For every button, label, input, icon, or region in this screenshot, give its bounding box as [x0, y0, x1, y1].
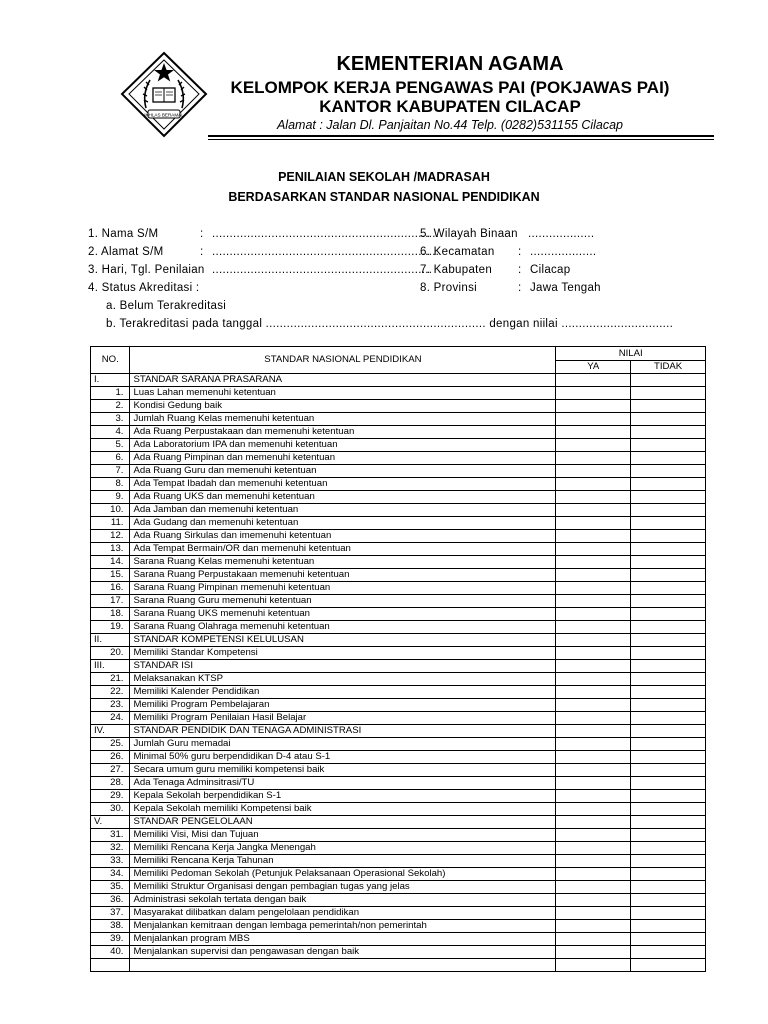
section-title: STANDAR ISI	[130, 660, 556, 673]
checkbox-tidak[interactable]	[631, 439, 706, 452]
section-row	[91, 660, 706, 673]
row-number: 21.	[91, 673, 130, 686]
table-row	[91, 400, 706, 413]
field-label-kecamatan: 6. Kecamatan	[420, 246, 495, 258]
table-row	[91, 387, 706, 400]
row-number: 32.	[91, 842, 130, 855]
header-tidak: TIDAK	[631, 361, 706, 374]
checkbox-ya[interactable]	[556, 777, 631, 790]
criterion-text: Ada Ruang Perpustakaan dan memenuhi ketentuan	[130, 426, 556, 439]
field-sep: :	[518, 246, 522, 258]
row-number: III.	[91, 660, 130, 673]
checkbox-ya[interactable]	[556, 738, 631, 751]
checkbox-tidak[interactable]	[631, 920, 706, 933]
checkbox-tidak[interactable]	[631, 959, 706, 972]
document-title: PENILAIAN SEKOLAH /MADRASAH	[278, 170, 490, 184]
criterion-text: Jumlah Ruang Kelas memenuhi ketentuan	[130, 413, 556, 426]
checkbox-tidak[interactable]	[631, 907, 706, 920]
checkbox-ya[interactable]	[556, 933, 631, 946]
checkbox-ya[interactable]	[556, 829, 631, 842]
checkbox-ya[interactable]	[556, 855, 631, 868]
checkbox-ya[interactable]	[556, 647, 631, 660]
checkbox-ya[interactable]	[556, 517, 631, 530]
row-number: II.	[91, 634, 130, 647]
table-row	[91, 439, 706, 452]
field-value-alamat[interactable]: .................................................................	[212, 246, 440, 258]
office-title: KANTOR KABUPATEN CILACAP	[319, 97, 581, 116]
criterion-text: Sarana Ruang Perpustakaan memenuhi ketentuan	[130, 569, 556, 582]
section-title: STANDAR SARANA PRASARANA	[130, 374, 556, 387]
checkbox-tidak[interactable]	[631, 569, 706, 582]
row-number: 3.	[91, 413, 130, 426]
table-row	[91, 842, 706, 855]
checkbox-ya[interactable]	[556, 582, 631, 595]
checkbox-ya[interactable]	[556, 595, 631, 608]
criterion-text: Ada Ruang Pimpinan dan memenuhi ketentuan	[130, 452, 556, 465]
checkbox-ya[interactable]	[556, 686, 631, 699]
table-row	[91, 530, 706, 543]
row-number: 19.	[91, 621, 130, 634]
checkbox-tidak[interactable]	[631, 946, 706, 959]
field-label-kabupaten: 7. Kabupaten	[420, 264, 493, 276]
checkbox-ya[interactable]	[556, 959, 631, 972]
table-row	[91, 868, 706, 881]
table-row	[91, 673, 706, 686]
header-no: NO.	[91, 347, 130, 374]
field-label-alamat: 2. Alamat S/M	[88, 246, 164, 258]
table-row	[91, 699, 706, 712]
row-number: 31.	[91, 829, 130, 842]
checkbox-ya[interactable]	[556, 907, 631, 920]
table-row	[91, 751, 706, 764]
status-option-belum[interactable]: a. Belum Terakreditasi	[106, 300, 227, 312]
row-number: 9.	[91, 491, 130, 504]
field-label-tanggal: 3. Hari, Tgl. Penilaian	[88, 264, 205, 276]
table-body	[91, 374, 706, 972]
criterion-text: Memiliki Program Pembelajaran	[130, 699, 556, 712]
checkbox-ya[interactable]	[556, 400, 631, 413]
table-row	[91, 569, 706, 582]
row-number: 40.	[91, 946, 130, 959]
field-value-tanggal[interactable]: ...............................................................	[212, 264, 433, 276]
section-row	[91, 634, 706, 647]
table-row	[91, 946, 706, 959]
checkbox-ya[interactable]	[556, 725, 631, 738]
criterion-text: Sarana Ruang Olahraga memenuhi ketentuan	[130, 621, 556, 634]
checkbox-tidak[interactable]	[631, 777, 706, 790]
checkbox-tidak[interactable]	[631, 725, 706, 738]
checkbox-ya[interactable]	[556, 608, 631, 621]
criterion-text: Ada Ruang Guru dan memenuhi ketentuan	[130, 465, 556, 478]
table-row	[91, 881, 706, 894]
checkbox-tidak[interactable]	[631, 478, 706, 491]
checkbox-ya[interactable]	[556, 530, 631, 543]
checkbox-tidak[interactable]	[631, 543, 706, 556]
checkbox-ya[interactable]	[556, 634, 631, 647]
checkbox-ya[interactable]	[556, 374, 631, 387]
ministry-title: KEMENTERIAN AGAMA	[336, 53, 564, 75]
table-row	[91, 491, 706, 504]
row-number: 13.	[91, 543, 130, 556]
field-label-wilayah: 5. Wilayah Binaan	[420, 228, 518, 240]
field-sep: :	[518, 282, 522, 294]
checkbox-ya[interactable]	[556, 881, 631, 894]
checkbox-tidak[interactable]	[631, 465, 706, 478]
document-subtitle: BERDASARKAN STANDAR NASIONAL PENDIDIKAN	[228, 190, 540, 204]
checkbox-tidak[interactable]	[631, 933, 706, 946]
svg-text:IKHLAS BERAMAL: IKHLAS BERAMAL	[144, 112, 184, 118]
checkbox-tidak[interactable]	[631, 712, 706, 725]
checkbox-ya[interactable]	[556, 439, 631, 452]
field-value-provinsi: Jawa Tengah	[530, 282, 601, 294]
checkbox-ya[interactable]	[556, 751, 631, 764]
checkbox-tidak[interactable]	[631, 582, 706, 595]
table-row	[91, 907, 706, 920]
criterion-text: Sarana Ruang UKS memenuhi ketentuan	[130, 608, 556, 621]
criterion-text: Masyarakat dilibatkan dalam pengelolaan pendidikan	[130, 907, 556, 920]
criterion-text: Ada Laboratorium IPA dan memenuhi ketentuan	[130, 439, 556, 452]
checkbox-ya[interactable]	[556, 842, 631, 855]
criterion-text: Secara umum guru memiliki kompetensi baik	[130, 764, 556, 777]
row-number: 34.	[91, 868, 130, 881]
row-number: 16.	[91, 582, 130, 595]
field-sep: :	[200, 228, 204, 240]
section-title: STANDAR PENDIDIK DAN TENAGA ADMINISTRASI	[130, 725, 556, 738]
header-ya: YA	[556, 361, 631, 374]
field-sep: :	[200, 246, 204, 258]
checkbox-tidak[interactable]	[631, 621, 706, 634]
checkbox-tidak[interactable]	[631, 881, 706, 894]
criterion-text: Memiliki Kalender Pendidikan	[130, 686, 556, 699]
checkbox-tidak[interactable]	[631, 647, 706, 660]
checkbox-tidak[interactable]	[631, 855, 706, 868]
criterion-text: Ada Tempat Ibadah dan memenuhi ketentuan	[130, 478, 556, 491]
checkbox-ya[interactable]	[556, 660, 631, 673]
checkbox-tidak[interactable]	[631, 556, 706, 569]
table-row	[91, 465, 706, 478]
checkbox-tidak[interactable]	[631, 608, 706, 621]
checkbox-ya[interactable]	[556, 894, 631, 907]
criterion-text: Ada Tenaga Adminsitrasi/TU	[130, 777, 556, 790]
row-number: 25.	[91, 738, 130, 751]
checkbox-ya[interactable]	[556, 764, 631, 777]
row-number: 1.	[91, 387, 130, 400]
checkbox-ya[interactable]	[556, 816, 631, 829]
row-number: V.	[91, 816, 130, 829]
header-rule	[208, 135, 714, 137]
table-row	[91, 920, 706, 933]
row-number: 22.	[91, 686, 130, 699]
checkbox-ya[interactable]	[556, 803, 631, 816]
row-number: 14.	[91, 556, 130, 569]
row-number: 38.	[91, 920, 130, 933]
section-title: STANDAR KOMPETENSI KELULUSAN	[130, 634, 556, 647]
row-number: 36.	[91, 894, 130, 907]
row-number: I.	[91, 374, 130, 387]
table-row	[91, 478, 706, 491]
table-row	[91, 582, 706, 595]
status-option-terakreditasi[interactable]: b. Terakreditasi pada tanggal ............................................................... dengan niilai ................................	[106, 318, 674, 330]
table-row	[91, 790, 706, 803]
criterion-text: Luas Lahan memenuhi ketentuan	[130, 387, 556, 400]
checkbox-ya[interactable]	[556, 387, 631, 400]
criterion-text: Sarana Ruang Guru memenuhi ketentuan	[130, 595, 556, 608]
checkbox-tidak[interactable]	[631, 673, 706, 686]
checkbox-tidak[interactable]	[631, 686, 706, 699]
table-row	[91, 608, 706, 621]
checkbox-ya[interactable]	[556, 426, 631, 439]
checkbox-ya[interactable]	[556, 673, 631, 686]
criterion-text: Jumlah Guru memadai	[130, 738, 556, 751]
row-number: 28.	[91, 777, 130, 790]
checkbox-tidak[interactable]	[631, 491, 706, 504]
table-row	[91, 686, 706, 699]
row-number: 29.	[91, 790, 130, 803]
field-label-nama: 1. Nama S/M	[88, 228, 159, 240]
field-value-kabupaten: Cilacap	[530, 264, 571, 276]
address-line: Alamat : Jalan Dl. Panjaitan No.44 Telp. (0282)531155 Cilacap	[276, 118, 624, 132]
assessment-table	[90, 346, 706, 972]
checkbox-tidak[interactable]	[631, 634, 706, 647]
row-number: 15.	[91, 569, 130, 582]
criterion-text: Administrasi sekolah tertata dengan baik	[130, 894, 556, 907]
checkbox-ya[interactable]	[556, 699, 631, 712]
header-nilai: NILAI	[556, 347, 706, 361]
checkbox-tidak[interactable]	[631, 595, 706, 608]
checkbox-ya[interactable]	[556, 712, 631, 725]
row-number: 18.	[91, 608, 130, 621]
criterion-text: Ada Ruang Sirkulas dan imemenuhi ketentuan	[130, 530, 556, 543]
table-row	[91, 595, 706, 608]
checkbox-ya[interactable]	[556, 556, 631, 569]
checkbox-tidak[interactable]	[631, 374, 706, 387]
row-number: 11.	[91, 517, 130, 530]
checkbox-tidak[interactable]	[631, 816, 706, 829]
checkbox-ya[interactable]	[556, 478, 631, 491]
section-title: STANDAR PENGELOLAAN	[130, 816, 556, 829]
checkbox-tidak[interactable]	[631, 803, 706, 816]
table-row	[91, 413, 706, 426]
table-row	[91, 621, 706, 634]
row-number: 26.	[91, 751, 130, 764]
checkbox-tidak[interactable]	[631, 504, 706, 517]
field-value-wilayah[interactable]: ...................	[528, 228, 595, 240]
field-sep: :	[518, 264, 522, 276]
table-row	[91, 894, 706, 907]
row-number: 6.	[91, 452, 130, 465]
row-number: 37.	[91, 907, 130, 920]
checkbox-ya[interactable]	[556, 491, 631, 504]
criterion-text: Menjalankan program MBS	[130, 933, 556, 946]
working-group-title: KELOMPOK KERJA PENGAWAS PAI (POKJAWAS PAI)	[230, 78, 670, 97]
row-number	[91, 959, 130, 972]
criterion-text: Menjalankan kemitraan dengan lembaga pemerintah/non pemerintah	[130, 920, 556, 933]
header-rule-thin	[208, 139, 714, 140]
criterion-text: Ada Jamban dan memenuhi ketentuan	[130, 504, 556, 517]
table-row	[91, 517, 706, 530]
criterion-text	[130, 959, 556, 972]
checkbox-ya[interactable]	[556, 452, 631, 465]
row-number: 27.	[91, 764, 130, 777]
row-number: 20.	[91, 647, 130, 660]
row-number: 17.	[91, 595, 130, 608]
table-row	[91, 556, 706, 569]
header-standar: STANDAR NASIONAL PENDIDIKAN	[130, 347, 556, 374]
section-row	[91, 374, 706, 387]
checkbox-ya[interactable]	[556, 413, 631, 426]
row-number: 24.	[91, 712, 130, 725]
section-row	[91, 816, 706, 829]
field-value-kecamatan[interactable]: ...................	[530, 246, 597, 258]
criterion-text: Kondisi Gedung baik	[130, 400, 556, 413]
row-number: 4.	[91, 426, 130, 439]
table-row	[91, 933, 706, 946]
checkbox-tidak[interactable]	[631, 790, 706, 803]
table-row	[91, 504, 706, 517]
checkbox-tidak[interactable]	[631, 751, 706, 764]
checkbox-tidak[interactable]	[631, 530, 706, 543]
field-label-status: 4. Status Akreditasi :	[88, 282, 200, 294]
row-number: 5.	[91, 439, 130, 452]
checkbox-tidak[interactable]	[631, 829, 706, 842]
checkbox-ya[interactable]	[556, 790, 631, 803]
table-row	[91, 855, 706, 868]
criterion-text: Memiliki Rencana Kerja Jangka Menengah	[130, 842, 556, 855]
criterion-text: Memiliki Visi, Misi dan Tujuan	[130, 829, 556, 842]
checkbox-ya[interactable]	[556, 868, 631, 881]
criterion-text: Sarana Ruang Pimpinan memenuhi ketentuan	[130, 582, 556, 595]
checkbox-tidak[interactable]	[631, 842, 706, 855]
table-row	[91, 803, 706, 816]
table-row	[91, 543, 706, 556]
checkbox-ya[interactable]	[556, 621, 631, 634]
row-number: 10.	[91, 504, 130, 517]
checkbox-tidak[interactable]	[631, 426, 706, 439]
checkbox-tidak[interactable]	[631, 452, 706, 465]
checkbox-tidak[interactable]	[631, 413, 706, 426]
checkbox-tidak[interactable]	[631, 764, 706, 777]
criterion-text: Minimal 50% guru berpendidikan D-4 atau S-1	[130, 751, 556, 764]
criterion-text: Memiliki Struktur Organisasi dengan pembagian tugas yang jelas	[130, 881, 556, 894]
checkbox-tidak[interactable]	[631, 738, 706, 751]
row-number: 7.	[91, 465, 130, 478]
checkbox-tidak[interactable]	[631, 517, 706, 530]
criterion-text: Memiliki Standar Kompetensi	[130, 647, 556, 660]
checkbox-ya[interactable]	[556, 504, 631, 517]
checkbox-tidak[interactable]	[631, 400, 706, 413]
row-number: 12.	[91, 530, 130, 543]
criterion-text: Memiliki Program Penilaian Hasil Belajar	[130, 712, 556, 725]
row-number: 23.	[91, 699, 130, 712]
row-number: IV.	[91, 725, 130, 738]
table-row	[91, 647, 706, 660]
row-number: 35.	[91, 881, 130, 894]
checkbox-tidak[interactable]	[631, 660, 706, 673]
checkbox-tidak[interactable]	[631, 699, 706, 712]
row-number: 30.	[91, 803, 130, 816]
criterion-text: Kepala Sekolah berpendidikan S-1	[130, 790, 556, 803]
table-row	[91, 738, 706, 751]
checkbox-ya[interactable]	[556, 569, 631, 582]
row-number: 2.	[91, 400, 130, 413]
checkbox-ya[interactable]	[556, 946, 631, 959]
checkbox-ya[interactable]	[556, 543, 631, 556]
checkbox-ya[interactable]	[556, 465, 631, 478]
criterion-text: Melaksanakan KTSP	[130, 673, 556, 686]
criterion-text: Ada Tempat Bermain/OR dan memenuhi ketentuan	[130, 543, 556, 556]
criterion-text: Ada Gudang dan memenuhi ketentuan	[130, 517, 556, 530]
checkbox-tidak[interactable]	[631, 868, 706, 881]
table-row	[91, 426, 706, 439]
field-label-provinsi: 8. Provinsi	[420, 282, 477, 294]
ministry-logo-icon	[118, 50, 210, 140]
table-row	[91, 829, 706, 842]
row-number: 8.	[91, 478, 130, 491]
criterion-text: Kepala Sekolah memiliki Kompetensi baik	[130, 803, 556, 816]
criterion-text: Memiliki Pedoman Sekolah (Petunjuk Pelaksanaan Operasional Sekolah)	[130, 868, 556, 881]
field-value-nama[interactable]: .................................................................	[212, 228, 440, 240]
table-row	[91, 712, 706, 725]
checkbox-ya[interactable]	[556, 920, 631, 933]
row-number: 39.	[91, 933, 130, 946]
table-row	[91, 777, 706, 790]
table-row	[91, 764, 706, 777]
criterion-text: Memiliki Rencana Kerja Tahunan	[130, 855, 556, 868]
table-row	[91, 452, 706, 465]
section-row	[91, 725, 706, 738]
criterion-text: Sarana Ruang Kelas memenuhi ketentuan	[130, 556, 556, 569]
criterion-text: Ada Ruang UKS dan memenuhi ketentuan	[130, 491, 556, 504]
checkbox-tidak[interactable]	[631, 894, 706, 907]
checkbox-tidak[interactable]	[631, 387, 706, 400]
criterion-text: Menjalankan supervisi dan pengawasan dengan baik	[130, 946, 556, 959]
table-row	[91, 959, 706, 972]
row-number: 33.	[91, 855, 130, 868]
